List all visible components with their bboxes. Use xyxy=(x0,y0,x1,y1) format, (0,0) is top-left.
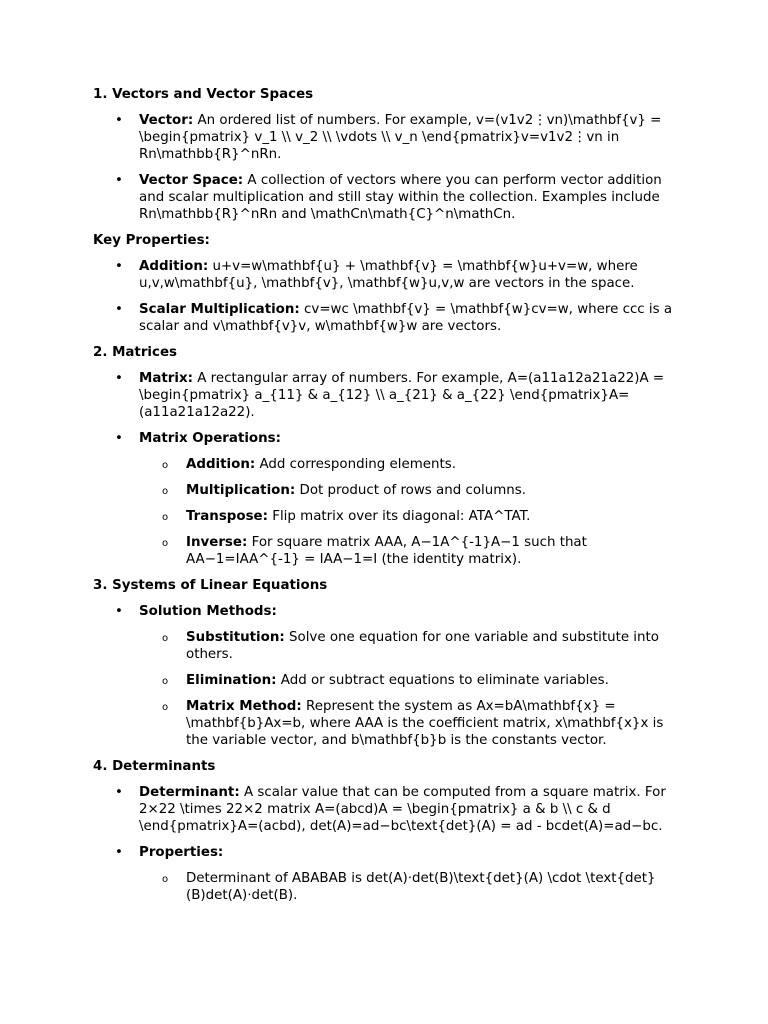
bullet-marker: • xyxy=(115,431,123,446)
section-heading-linear-equations: 3. Systems of Linear Equations xyxy=(93,578,328,593)
bullet-marker: • xyxy=(115,113,123,128)
list-item xyxy=(93,844,678,861)
sub-bullet-marker: o xyxy=(162,460,169,471)
item-term: Elimination: xyxy=(186,673,277,688)
item-term: Matrix Method: xyxy=(186,699,302,714)
item-term: Substitution: xyxy=(186,630,285,645)
sub-list-item xyxy=(93,482,678,499)
item-term: Multiplication: xyxy=(186,483,296,498)
item-term: Inverse: xyxy=(186,535,248,550)
matrix-operations-sublist xyxy=(93,456,678,568)
item-term: Transpose: xyxy=(186,509,268,524)
item-text: Determinant of ABABAB is det(A)⋅det(B)\text{det}(A) \cdot \text{det}(B)det(A)⋅det(B). xyxy=(186,871,656,903)
linear-equations-list xyxy=(93,603,678,620)
sub-bullet-marker: o xyxy=(162,676,169,687)
determinant-properties-sublist xyxy=(93,870,678,904)
list-item xyxy=(93,112,678,163)
sub-list-item xyxy=(93,672,678,689)
item-text: cv=wc \mathbf{v} = \mathbf{w}cv=w, where ccc is a scalar and v\mathbf{v}v, w\mathbf{w}w are vectors. xyxy=(139,302,673,334)
item-term: Addition: xyxy=(139,259,209,274)
list-item xyxy=(93,430,678,447)
item-term: Vector Space: xyxy=(139,173,244,188)
item-text: Dot product of rows and columns. xyxy=(295,483,527,498)
sub-bullet-marker: o xyxy=(162,874,169,885)
determinants-list xyxy=(93,784,678,861)
item-term: Addition: xyxy=(186,457,256,472)
bullet-marker: • xyxy=(115,845,123,860)
item-text: For square matrix AAA, A−1A^{-1}A−1 such that AA−1=IAA^{-1} = IAA−1=I (the identity matrix). xyxy=(186,535,587,567)
bullet-marker: • xyxy=(115,785,123,800)
section-heading-key-properties: Key Properties: xyxy=(93,233,210,248)
bullet-marker: • xyxy=(115,302,123,317)
item-text: Solve one equation for one variable and substitute into others. xyxy=(186,630,659,662)
bullet-marker: • xyxy=(115,173,123,188)
section-heading-determinants: 4. Determinants xyxy=(93,759,216,774)
list-item xyxy=(93,603,678,620)
sub-list-item xyxy=(93,698,678,749)
bullet-marker: • xyxy=(115,371,123,386)
item-text: u+v=w\mathbf{u} + \mathbf{v} = \mathbf{w}u+v=w, where u,v,w\mathbf{u}, \mathbf{v}, \mathbf{w}u,v,w are vectors in the space. xyxy=(139,259,638,291)
item-text: A rectangular array of numbers. For example, A=(a11a12a21a22)A = \begin{pmatrix} a_{11} & a_{12} \\ a_{21} & a_{22} \end{pmatrix}A=(a11a21a12a22). xyxy=(139,371,665,420)
item-term: Scalar Multiplication: xyxy=(139,302,300,317)
sub-list-item xyxy=(93,629,678,663)
item-text: A collection of vectors where you can perform vector addition and scalar multiplication and still stay within the collection. Examples include Rn\mathbb{R}^nRn and \mathCn\math{C}^n\mathCn. xyxy=(139,173,662,222)
vectors-list xyxy=(93,112,678,223)
item-text: Add corresponding elements. xyxy=(255,457,456,472)
item-term: Determinant: xyxy=(139,785,240,800)
list-item xyxy=(93,370,678,421)
list-item xyxy=(93,258,678,292)
list-item xyxy=(93,301,678,335)
sub-bullet-marker: o xyxy=(162,538,169,549)
item-text: Flip matrix over its diagonal: ATA^TAT. xyxy=(268,509,531,524)
item-text: An ordered list of numbers. For example, v=(v1v2⋮vn)\mathbf{v} = \begin{pmatrix} v_1 \\ v_2 \\ \vdots \\ v_n \end{pmatrix}v=v1v2⋮vn in Rn\mathbb{R}^nRn. xyxy=(139,113,662,162)
item-term: Vector: xyxy=(139,113,194,128)
section-heading-matrices: 2. Matrices xyxy=(93,345,178,360)
item-text: Represent the system as Ax=bA\mathbf{x} = \mathbf{b}Ax=b, where AAA is the coefficient matrix, x\mathbf{x}x is the variable vector, and b\mathbf{b}b is the constants vector. xyxy=(186,699,664,748)
item-text: Add or subtract equations to eliminate variables. xyxy=(276,673,609,688)
bullet-marker: • xyxy=(115,259,123,274)
matrices-list xyxy=(93,370,678,447)
bullet-marker: • xyxy=(115,604,123,619)
sub-list-item xyxy=(93,456,678,473)
list-item xyxy=(93,172,678,223)
sub-list-item xyxy=(93,870,678,904)
sub-bullet-marker: o xyxy=(162,633,169,644)
item-term: Properties: xyxy=(139,845,224,860)
list-item xyxy=(93,784,678,835)
item-term: Matrix: xyxy=(139,371,193,386)
sub-bullet-marker: o xyxy=(162,486,169,497)
section-heading-vectors: 1. Vectors and Vector Spaces xyxy=(93,87,314,102)
item-term: Solution Methods: xyxy=(139,604,277,619)
solution-methods-sublist xyxy=(93,629,678,749)
sub-list-item xyxy=(93,508,678,525)
sub-list-item xyxy=(93,534,678,568)
sub-bullet-marker: o xyxy=(162,702,169,713)
document-page xyxy=(93,86,678,904)
item-text: A scalar value that can be computed from a square matrix. For 2×22 \times 22×2 matrix A=(abcd)A = \begin{pmatrix} a & b \\ c & d \end{pmatrix}A=(acbd), det(A)=ad−bc\text{det}(A) = ad - bcdet(A)=ad−bc. xyxy=(139,785,666,834)
item-term: Matrix Operations: xyxy=(139,431,281,446)
sub-bullet-marker: o xyxy=(162,512,169,523)
key-properties-list xyxy=(93,258,678,335)
